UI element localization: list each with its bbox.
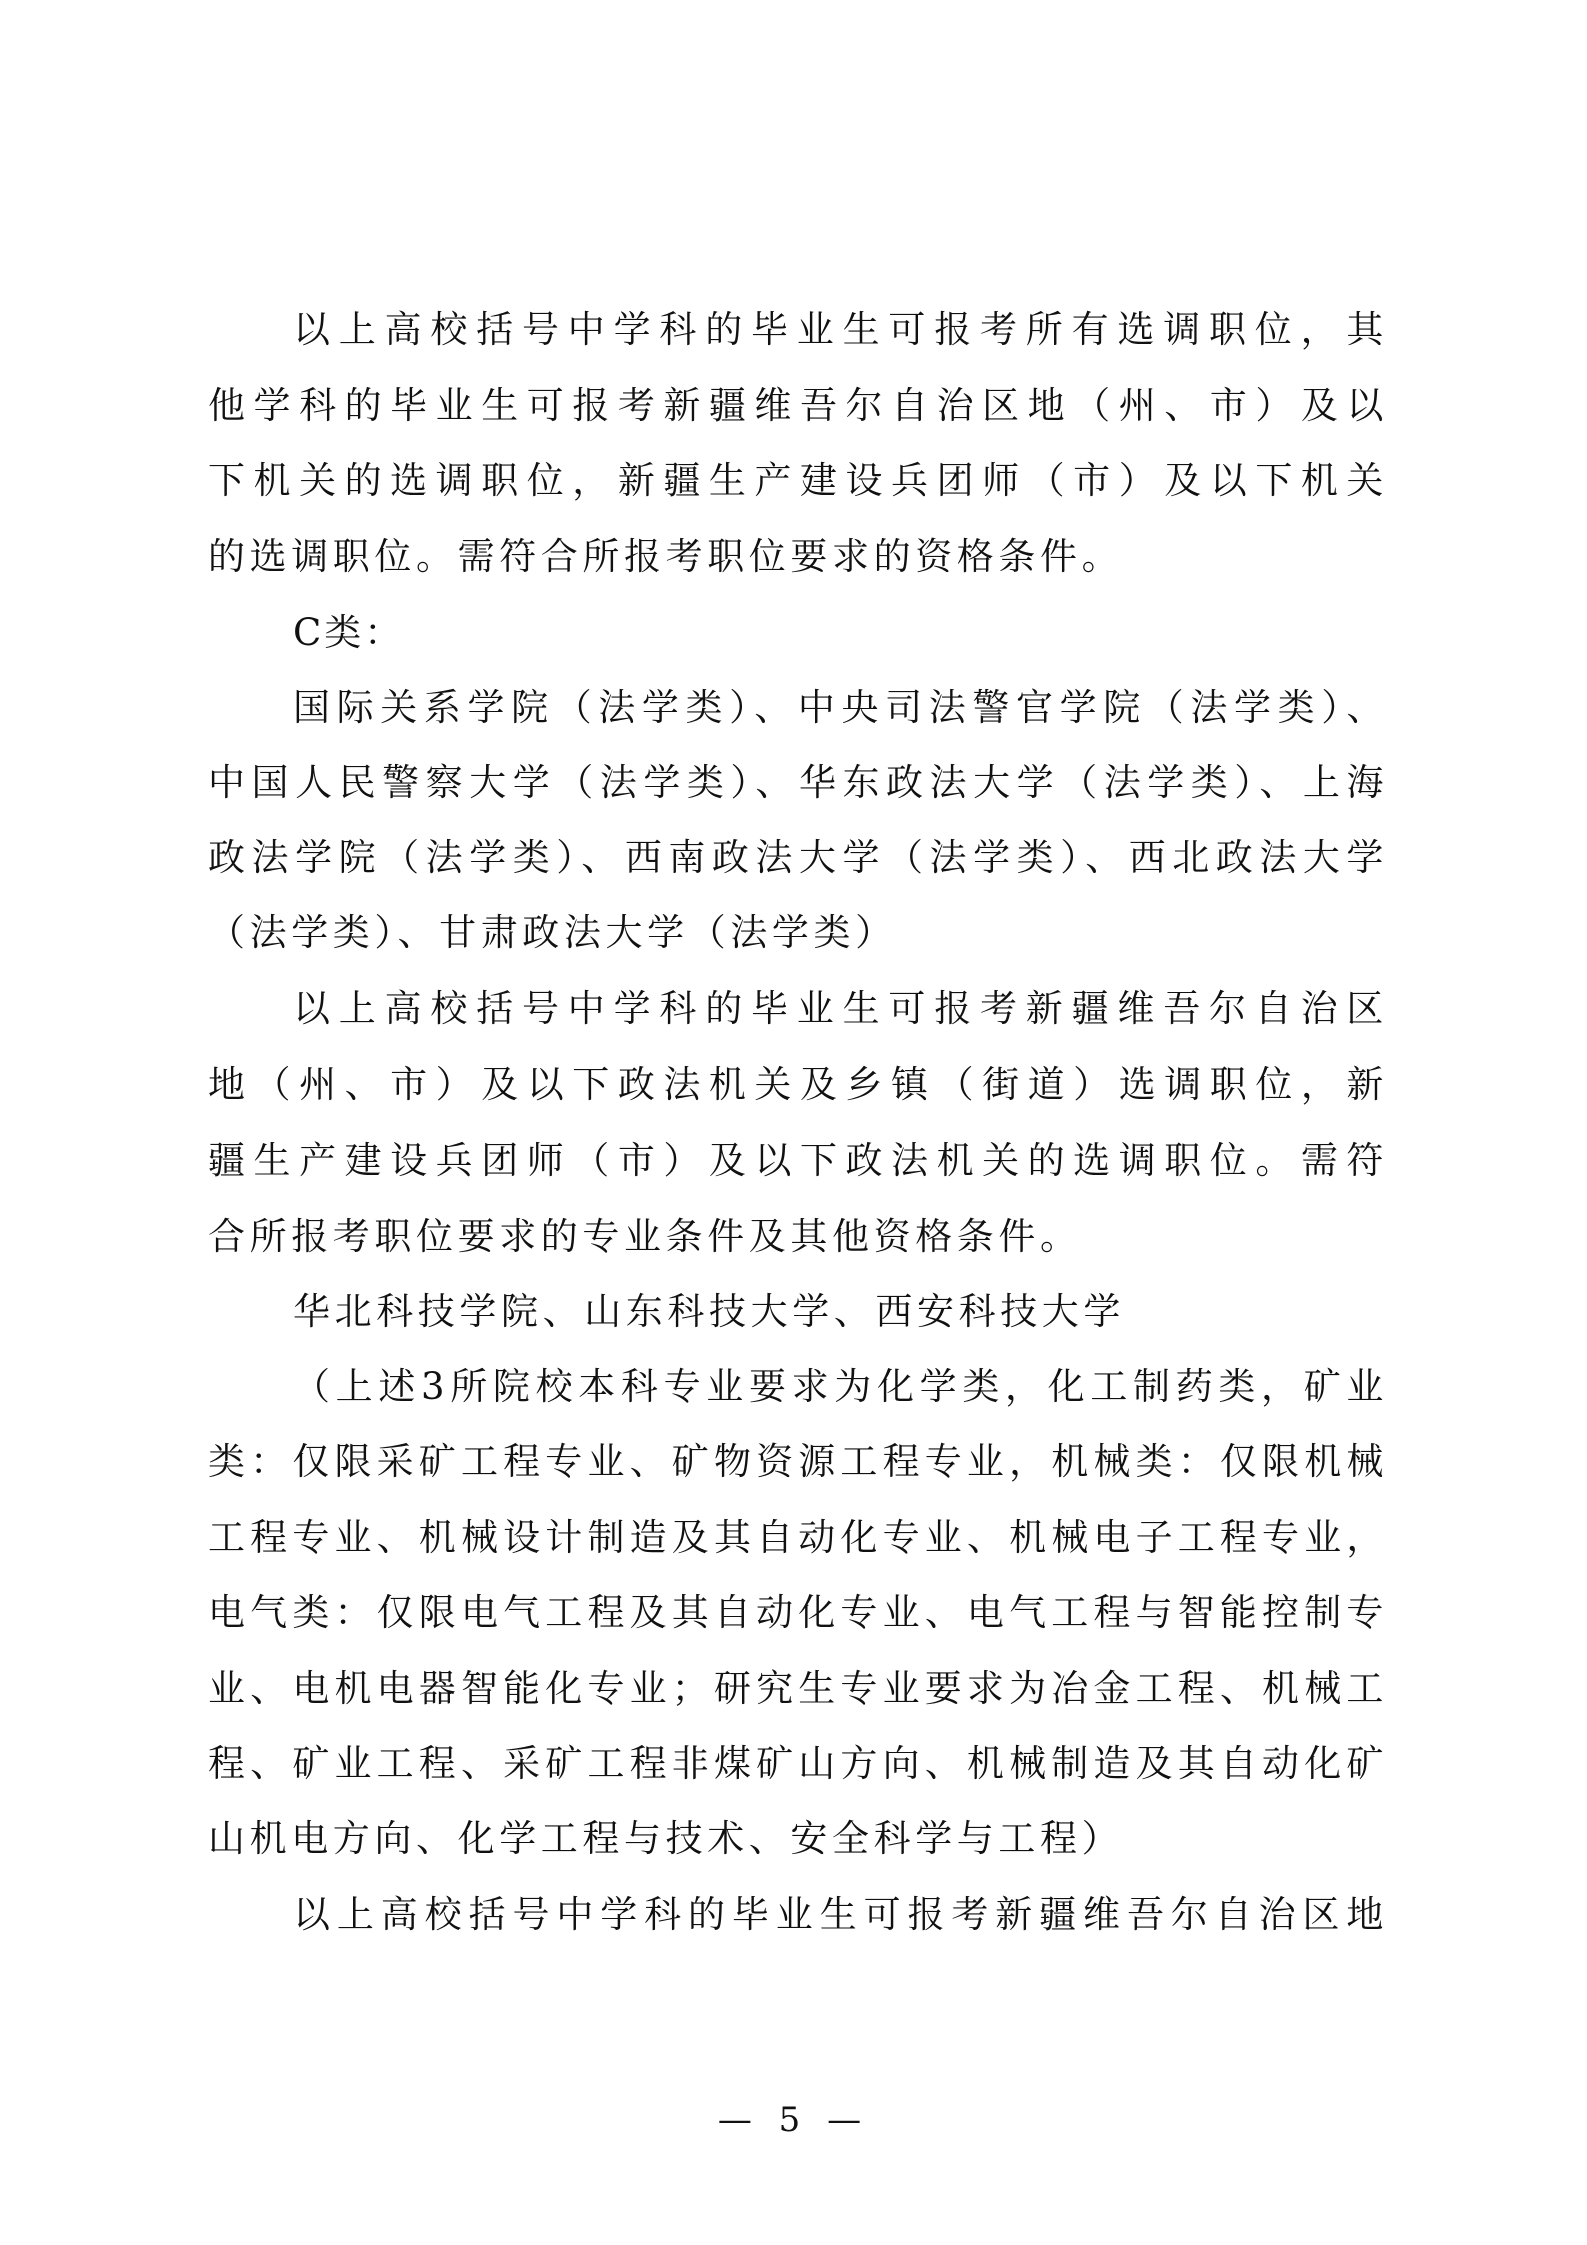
- paragraph-line: 地（州、市）及以下政法机关及乡镇（街道）选调职位，新: [208, 1063, 1388, 1106]
- paragraph-line: 以上高校括号中学科的毕业生可报考新疆维吾尔自治区地: [293, 1893, 1388, 1936]
- paragraph-line: （法学类）、甘肃政法大学（法学类）: [208, 911, 897, 954]
- paragraph-line: 类：仅限采矿工程专业、矿物资源工程专业，机械类：仅限机械: [208, 1440, 1388, 1483]
- paragraph-line: （上述3所院校本科专业要求为化学类，化工制药类，矿业: [293, 1365, 1388, 1408]
- paragraph-line: 的选调职位。需符合所报考职位要求的资格条件。: [208, 535, 1124, 578]
- paragraph-line: 电气类：仅限电气工程及其自动化专业、电气工程与智能控制专: [208, 1591, 1388, 1634]
- paragraph-line: 工程专业、机械设计制造及其自动化专业、机械电子工程专业，: [208, 1516, 1388, 1559]
- paragraph-line: 业、电机电器智能化专业；研究生专业要求为冶金工程、机械工: [208, 1667, 1388, 1710]
- paragraph-line: 程、矿业工程、采矿工程非煤矿山方向、机械制造及其自动化矿: [208, 1742, 1388, 1785]
- paragraph-line: 合所报考职位要求的专业条件及其他资格条件。: [208, 1215, 1082, 1258]
- paragraph-line: 山机电方向、化学工程与技术、安全科学与工程）: [208, 1817, 1124, 1860]
- paragraph-line: 华北科技学院、山东科技大学、西安科技大学: [293, 1290, 1125, 1333]
- paragraph-line: 疆生产建设兵团师（市）及以下政法机关的选调职位。需符: [208, 1139, 1388, 1182]
- page-number: — 5 —: [717, 2100, 870, 2140]
- paragraph-line: 下机关的选调职位，新疆生产建设兵团师（市）及以下机关: [208, 459, 1388, 502]
- paragraph-line: 国际关系学院（法学类）、中央司法警官学院（法学类）、: [293, 686, 1388, 729]
- paragraph-line: 政法学院（法学类）、西南政法大学（法学类）、西北政法大学: [208, 836, 1388, 879]
- paragraph-line: 他学科的毕业生可报考新疆维吾尔自治区地（州、市）及以: [208, 384, 1388, 427]
- section-heading-c: C类：: [293, 611, 405, 654]
- paragraph-line: 以上高校括号中学科的毕业生可报考新疆维吾尔自治区: [293, 987, 1388, 1030]
- paragraph-line: 中国人民警察大学（法学类）、华东政法大学（法学类）、上海: [208, 761, 1388, 804]
- paragraph-line: 以上高校括号中学科的毕业生可报考所有选调职位，其: [293, 308, 1388, 351]
